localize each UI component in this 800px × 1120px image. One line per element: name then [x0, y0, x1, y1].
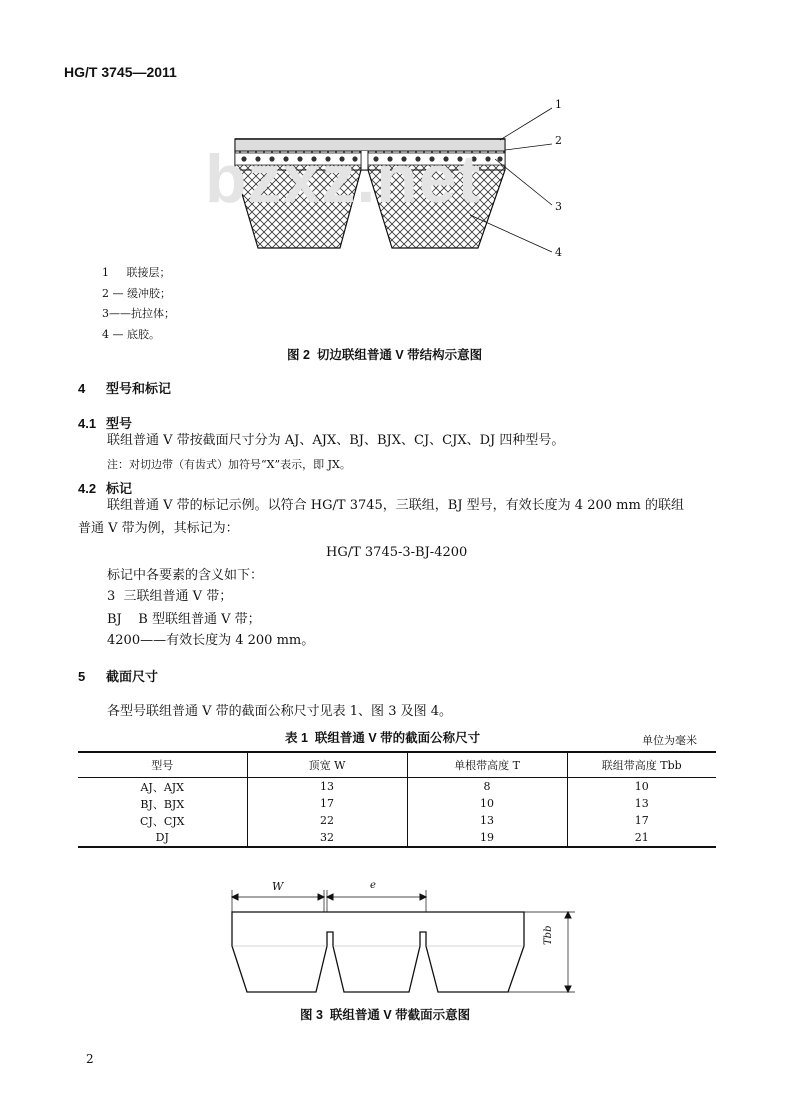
cell: 19 — [407, 829, 567, 847]
section4-1-heading — [78, 413, 132, 432]
table-header-row — [78, 752, 716, 778]
meaning-item-1: 3 三联组普通 V 带； — [107, 589, 233, 604]
section4-2-title: 标记 — [106, 481, 133, 496]
table-row — [78, 778, 716, 796]
cell: BJ、BJX — [140, 797, 185, 811]
cell: 17 — [567, 812, 716, 829]
meaning-item-2: BJ B 型联组普通 V 带； — [107, 612, 261, 627]
section5-title: 截面尺寸 — [106, 669, 159, 684]
callout-2: 2 — [555, 134, 562, 147]
legend-item-4: 4 — 底胶。 — [102, 328, 160, 341]
table1-caption: 表 1 联组普通 V 带的截面公称尺寸 — [285, 731, 481, 745]
section4-title: 型号和标记 — [106, 381, 172, 396]
section4-number: 4 — [78, 381, 86, 396]
figure2-caption: 图 2 切边联组普通 V 带结构示意图 — [287, 348, 483, 362]
section5-number: 5 — [78, 669, 86, 684]
legend-item-2: 2 — 缓冲胶； — [102, 287, 171, 300]
section4-heading — [78, 378, 171, 397]
cell: 21 — [567, 829, 716, 847]
cell: 8 — [407, 778, 567, 796]
section4-1-text: 联组普通 V 带按截面尺寸分为 AJ、AJX、BJ、BJX、CJ、CJX、DJ 四种型号。 — [107, 433, 565, 448]
cell: 22 — [247, 812, 407, 829]
table-row — [78, 812, 716, 829]
page-number: 2 — [86, 1052, 94, 1066]
header-top-width: 顶宽 W — [247, 752, 407, 778]
cell: 32 — [247, 829, 407, 847]
cell: 13 — [407, 812, 567, 829]
cell: 17 — [247, 795, 407, 812]
section4-2-heading — [78, 478, 132, 497]
watermark: bzxz.net — [205, 141, 482, 217]
section4-1-title: 型号 — [106, 416, 133, 431]
header-joined-height: 联组带高度 Tbb — [567, 752, 716, 778]
meaning-intro: 标记中各要素的含义如下： — [107, 568, 264, 583]
legend-item-1: 1 联接层； — [102, 266, 171, 279]
cell: DJ — [155, 831, 169, 844]
table1 — [78, 751, 716, 848]
label-w: W — [272, 880, 284, 893]
figure3-caption: 图 3 联组普通 V 带截面示意图 — [300, 1008, 471, 1022]
cell: 13 — [567, 795, 716, 812]
table-row — [78, 795, 716, 812]
cell: 13 — [247, 778, 407, 796]
section4-2-text-line2: 普通 V 带为例，其标记为： — [78, 521, 239, 536]
table1-unit: 单位为毫米 — [642, 734, 697, 747]
callout-4: 4 — [555, 246, 562, 259]
callout-1: 1 — [555, 98, 562, 111]
section5-text: 各型号联组普通 V 带的截面公称尺寸见表 1、图 3 及图 4。 — [107, 704, 452, 719]
cell: AJ、AJX — [140, 780, 185, 794]
callout-3: 3 — [555, 200, 562, 213]
label-e: e — [370, 880, 376, 891]
section4-2-text-line1: 联组普通 V 带的标记示例。以符合 HG/T 3745，三联组，BJ 型号，有效长度为 4 200 mm 的联组 — [107, 498, 684, 513]
document-number: HG/T 3745—2011 — [64, 64, 177, 80]
section4-1-number: 4.1 — [78, 416, 97, 431]
header-model: 型号 — [151, 759, 174, 772]
label-tbb: Tbb — [543, 925, 554, 945]
figure3-diagram — [225, 875, 580, 1000]
section5-heading — [78, 666, 158, 685]
meaning-item-3: 4200——有效长度为 4 200 mm。 — [107, 633, 315, 648]
cell: 10 — [407, 795, 567, 812]
cell: 10 — [567, 778, 716, 796]
header-single-height: 单根带高度 T — [407, 752, 567, 778]
cell: CJ、CJX — [140, 814, 185, 828]
table-row — [78, 829, 716, 847]
marking-example: HG/T 3745-3-BJ-4200 — [326, 545, 468, 560]
legend-item-3: 3——抗拉体； — [102, 307, 175, 320]
section4-2-number: 4.2 — [78, 481, 97, 496]
section4-1-note: 注：对切边带（有齿式）加符号“X”表示，即 JX。 — [107, 458, 351, 471]
